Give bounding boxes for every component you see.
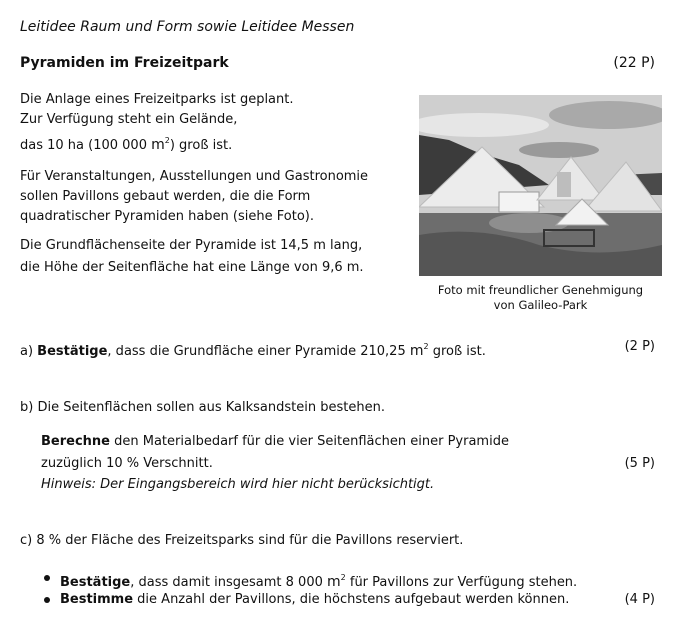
intro-line: sollen Pavillons gebaut werden, die die Form — [20, 189, 311, 204]
intro-line: Die Grundflächenseite der Pyramide ist 14,5 m lang, — [20, 238, 363, 253]
photo-caption: Foto mit freundlicher Genehmigung — [437, 283, 644, 297]
task-title: Pyramiden im Freizeitpark — [20, 55, 229, 71]
task-c: c) 8 % der Fläche des Freizeitsparks sind für die Pavillons reserviert. — [20, 533, 464, 548]
task-c-item: Bestimme die Anzahl der Pavillons, die höchstens aufgebaut werden können. — [60, 592, 570, 607]
task-b: b) Die Seitenflächen sollen aus Kalksandstein bestehen. — [20, 400, 385, 415]
intro-line: Zur Verfügung steht ein Gelände, — [20, 112, 238, 127]
task-a: a) Bestätige, dass die Grundfläche einer Pyramide 210,25 $m^2$ groß ist. — [20, 342, 486, 359]
intro-line: quadratischer Pyramiden haben (siehe Foto). — [20, 209, 314, 224]
task-c-points: (4 P) — [624, 592, 655, 607]
intro-line: die Höhe der Seitenfläche hat eine Länge von 9,6 m. — [20, 260, 364, 275]
intro-line: Für Veranstaltungen, Ausstellungen und Gastronomie — [20, 169, 369, 184]
pyramid-photo — [419, 95, 662, 276]
task-b-points: (5 P) — [624, 456, 655, 471]
task-b-hint: Hinweis: Der Eingangsbereich wird hier nicht berücksichtigt. — [41, 477, 435, 492]
section-header: Leitidee Raum und Form sowie Leitidee Messen — [20, 19, 355, 35]
bullet-icon — [44, 575, 50, 581]
bullet-icon — [44, 597, 50, 603]
total-points: (22 P) — [613, 55, 655, 71]
intro-line: das 10 ha (100 000 $m^2$) groß ist. — [20, 136, 233, 153]
intro-line: Die Anlage eines Freizeitparks ist geplant. — [20, 92, 294, 107]
task-c-item: Bestätige, dass damit insgesamt 8 000 $m^2$ für Pavillons zur Verfügung stehen. — [60, 573, 578, 590]
photo-caption: von Galileo-Park — [493, 298, 588, 312]
task-b-instruction: zuzüglich 10 % Verschnitt. — [41, 456, 213, 471]
task-a-points: (2 P) — [624, 339, 655, 354]
task-b-instruction: Berechne den Materialbedarf für die vier Seitenflächen einer Pyramide — [41, 434, 509, 449]
